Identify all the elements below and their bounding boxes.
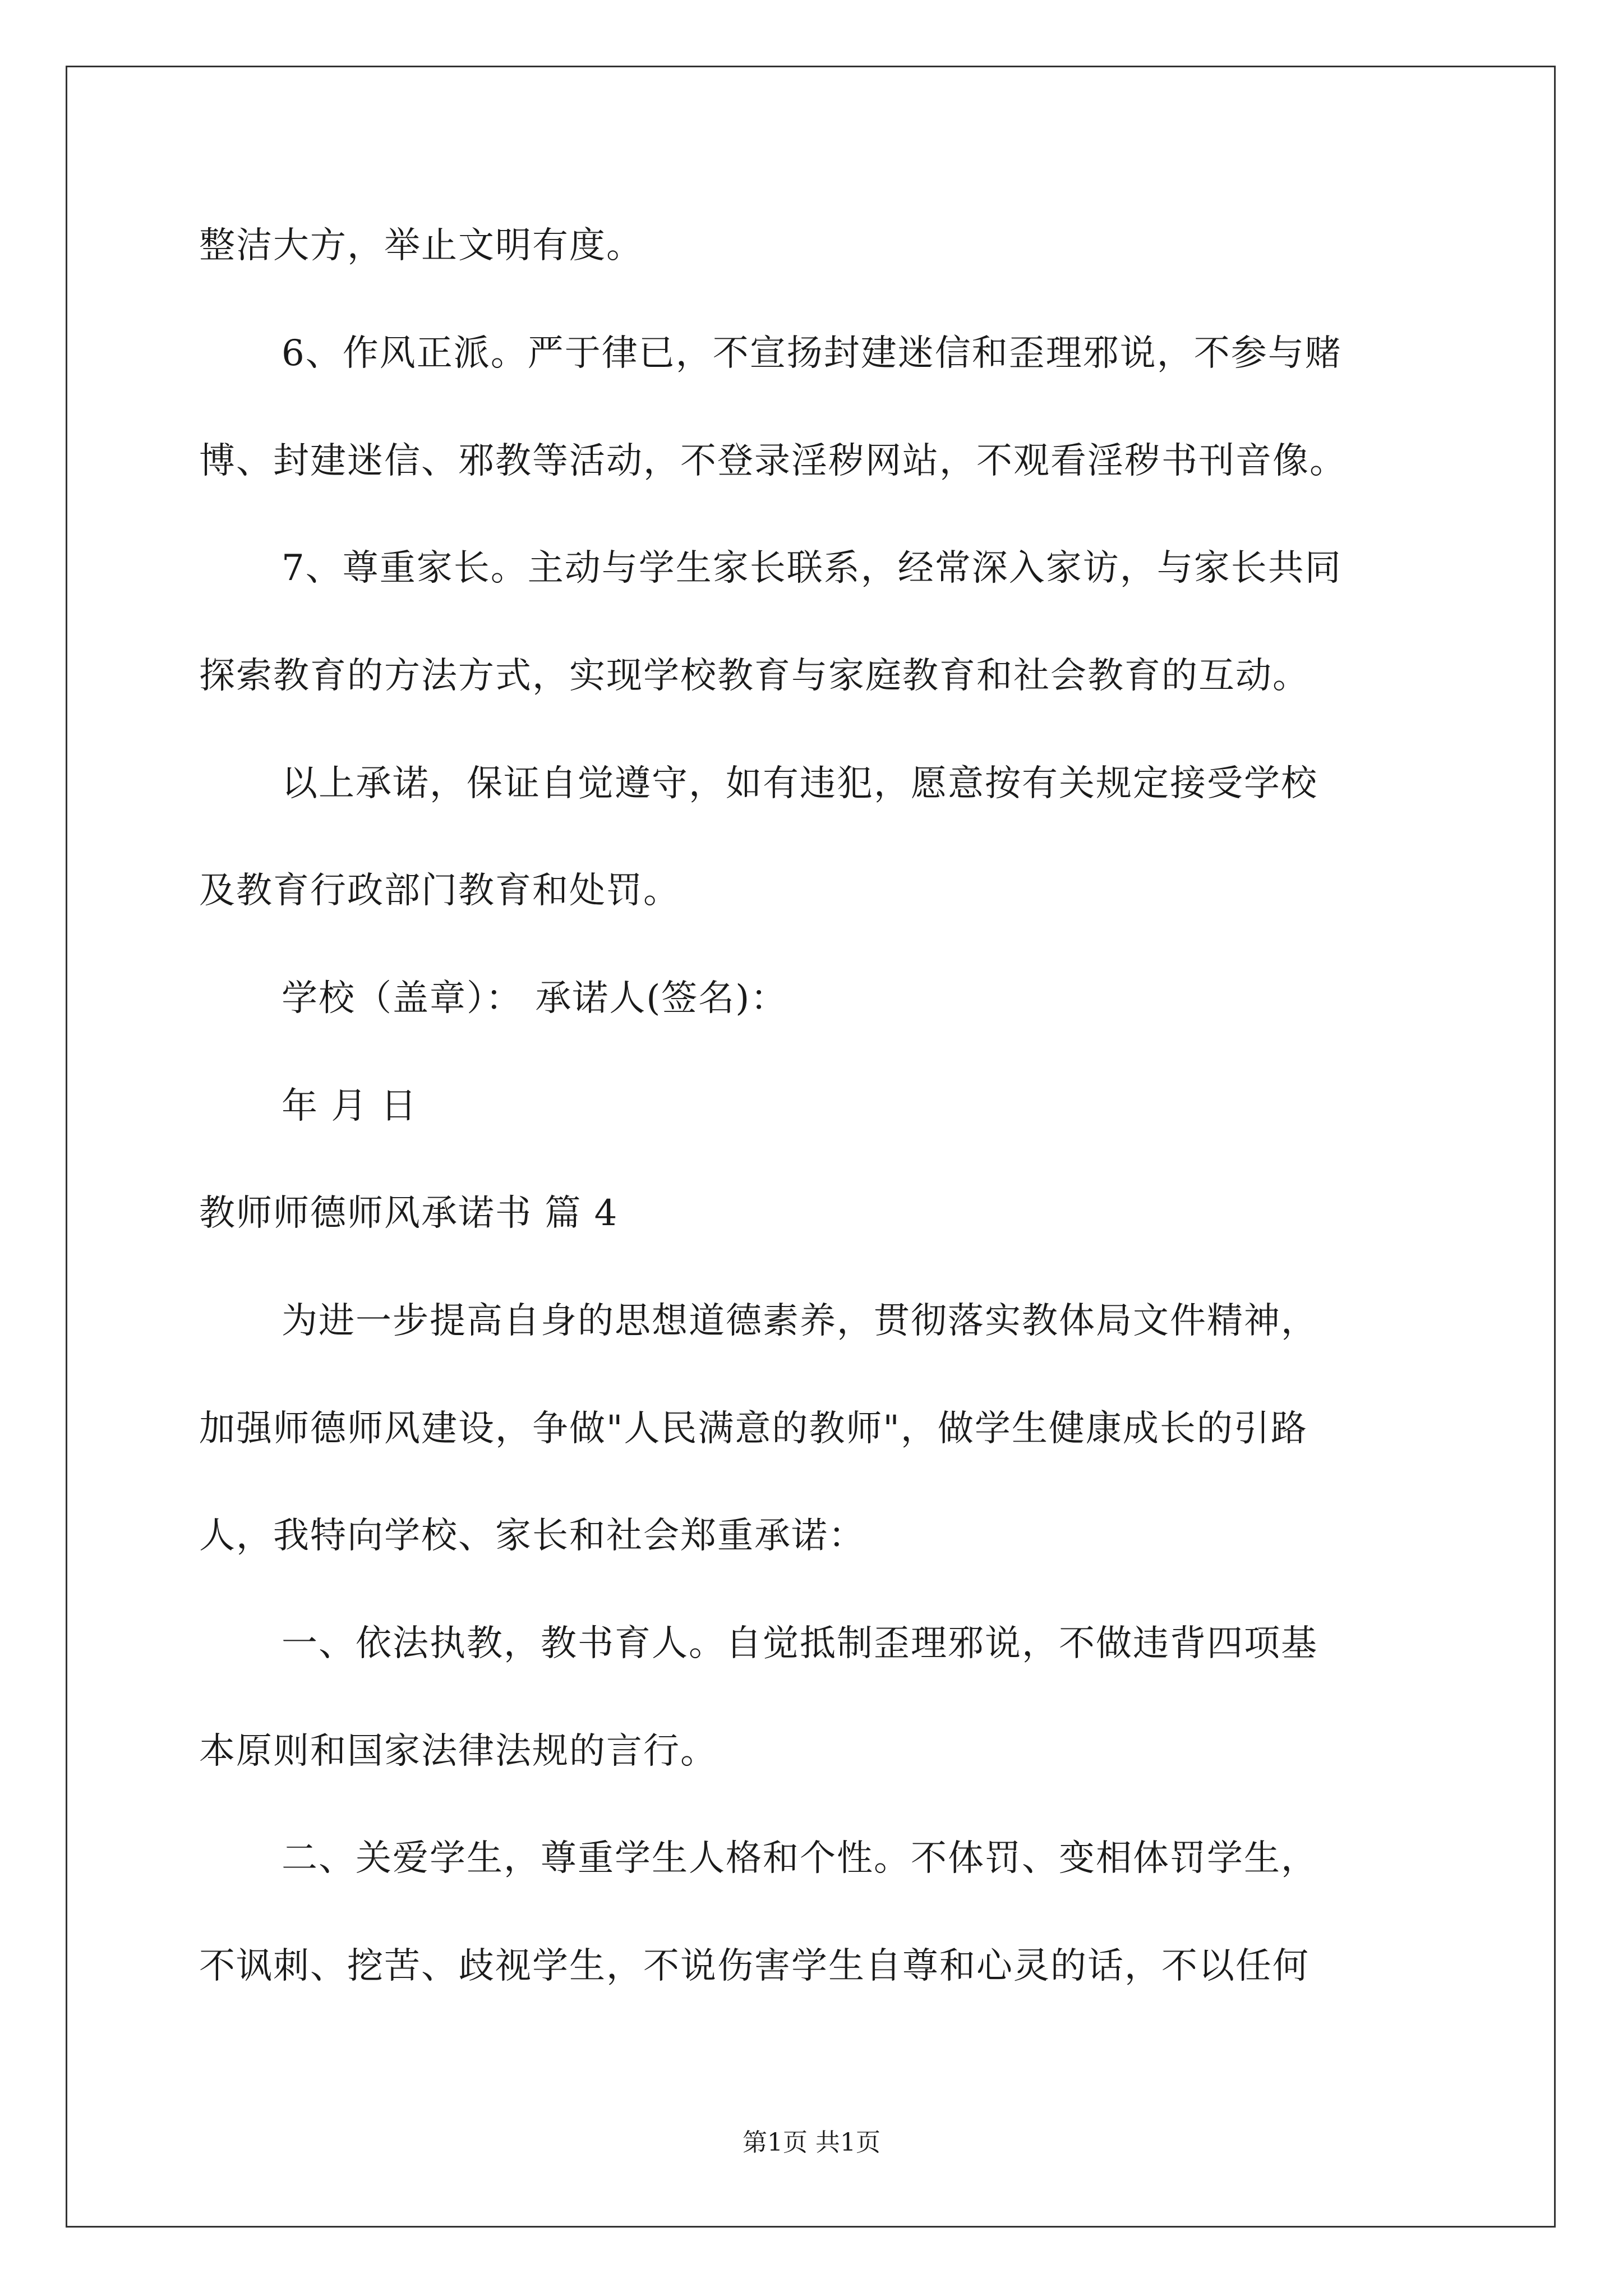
section-heading: 教师师德师风承诺书 篇 4: [199, 1193, 619, 1234]
paragraph-line: 6、作风正派。严于律已，不宣扬封建迷信和歪理邪说，不参与赌: [282, 333, 1342, 374]
page-footer: 第1页 共1页: [743, 2128, 880, 2157]
paragraph-line: 探索教育的方法方式，实现学校教育与家庭教育和社会教育的互动。: [199, 655, 1310, 697]
page-border: [66, 66, 1556, 2228]
paragraph-line: 7、尊重家长。主动与学生家长联系，经常深入家访，与家长共同: [282, 547, 1342, 589]
date-line: 年 月 日: [282, 1085, 418, 1127]
paragraph-line: 整洁大方，举止文明有度。: [199, 225, 643, 266]
paragraph-line: 不讽刺、挖苦、歧视学生，不说伤害学生自尊和心灵的话，不以任何: [199, 1945, 1310, 1987]
paragraph-line: 二、关爱学生，尊重学生人格和个性。不体罚、变相体罚学生，: [282, 1838, 1318, 1879]
paragraph-line: 以上承诺，保证自觉遵守，如有违犯，愿意按有关规定接受学校: [282, 763, 1318, 804]
paragraph-line: 加强师德师风建设，争做"人民满意的教师"，做学生健康成长的引路: [199, 1408, 1308, 1450]
paragraph-line: 为进一步提高自身的思想道德素养，贯彻落实教体局文件精神，: [282, 1300, 1318, 1342]
paragraph-line: 一、依法执教，教书育人。自觉抵制歪理邪说，不做违背四项基: [282, 1623, 1318, 1664]
paragraph-line: 本原则和国家法律法规的言行。: [199, 1731, 717, 1772]
signature-line: 学校（盖章）： 承诺人(签名)：: [282, 978, 788, 1019]
paragraph-line: 及教育行政部门教育和处罚。: [199, 870, 680, 912]
paragraph-line: 人，我特向学校、家长和社会郑重承诺：: [199, 1515, 865, 1557]
paragraph-line: 博、封建迷信、邪教等活动，不登录淫秽网站，不观看淫秽书刊音像。: [199, 440, 1347, 482]
